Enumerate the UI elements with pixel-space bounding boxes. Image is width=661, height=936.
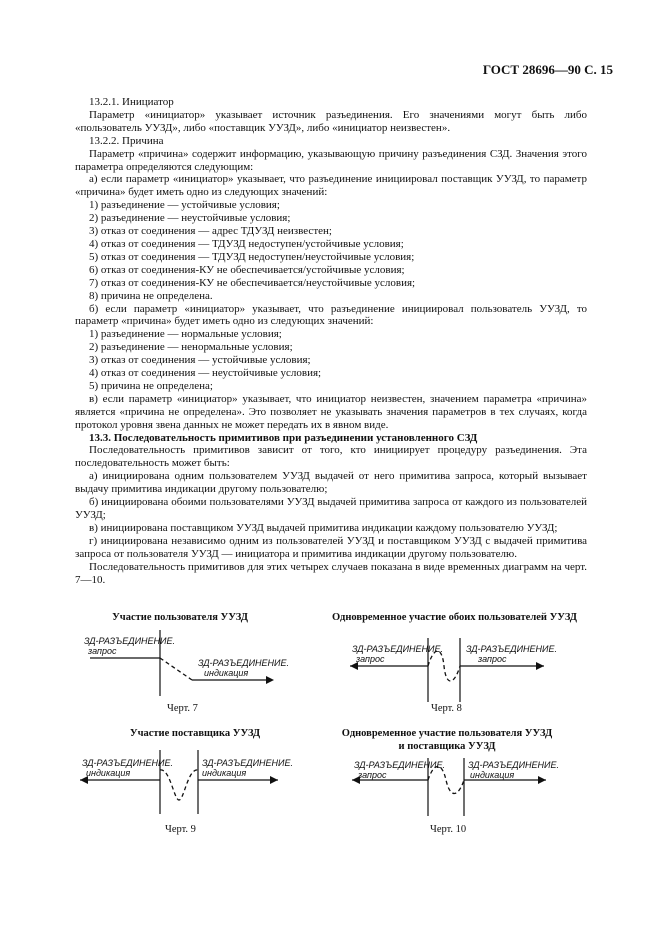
primitive-label: ЗД-РАЗЪЕДИНЕНИЕ. bbox=[202, 758, 293, 768]
subsection-heading: 13.2.2. Причина bbox=[89, 134, 164, 147]
primitive-label: ЗД-РАЗЪЕДИНЕНИЕ. bbox=[466, 644, 557, 654]
list-item: г) инициирована независимо одним из пользователей УУЗД и поставщиком УУЗД с выдачей примитива запроса от пользователя УУЗД — инициатора и примитива индикации другому пользователю. bbox=[75, 534, 587, 560]
timing-diagram-10 bbox=[350, 756, 570, 828]
section-heading: 13.3. Последовательность примитивов при разъединении установленного СЗД bbox=[89, 431, 478, 444]
primitive-type: запрос bbox=[358, 770, 387, 780]
diagram-caption-line: Одновременное участие пользователя УУЗД bbox=[341, 728, 553, 739]
list-item: 2) разъединение — неустойчивые условия; bbox=[89, 212, 291, 225]
primitive-type: индикация bbox=[202, 768, 247, 778]
timing-diagram-9 bbox=[78, 748, 298, 820]
figure-label: Черт. 7 bbox=[167, 703, 198, 714]
list-item: 6) отказ от соединения-КУ не обеспечивается/устойчивые условия; bbox=[89, 263, 405, 276]
diagram-caption bbox=[327, 727, 567, 753]
list-item: в) если параметр «инициатор» указывает, что инициатор неизвестен, значением параметра «причина» является «причина не определена». Это позволяет не указывать значения параметров в тех случаях, когда протокол уровня звена данных не может передать их в явном виде. bbox=[75, 392, 587, 431]
primitive-type: запрос bbox=[88, 646, 117, 656]
list-item: 3) отказ от соединения — устойчивые условия; bbox=[89, 354, 311, 367]
list-item: 4) отказ от соединения — ТДУЗД недоступен/устойчивые условия; bbox=[89, 237, 404, 250]
list-item: 1) разъединение — нормальные условия; bbox=[89, 328, 282, 341]
page-header: ГОСТ 28696—90 С. 15 bbox=[482, 62, 613, 77]
primitive-label: ЗД-РАЗЪЕДИНЕНИЕ. bbox=[84, 636, 175, 646]
primitive-label: ЗД-РАЗЪЕДИНЕНИЕ. bbox=[352, 644, 443, 654]
list-item: б) инициирована обоими пользователями УУЗД выдачей примитива запроса от каждого из пользователей УУЗД; bbox=[75, 496, 587, 521]
subsection-heading: 13.2.1. Инициатор bbox=[89, 96, 174, 108]
list-item: 2) разъединение — ненормальные условия; bbox=[89, 341, 293, 354]
primitive-label: ЗД-РАЗЪЕДИНЕНИЕ. bbox=[354, 760, 445, 770]
primitive-type: индикация bbox=[204, 668, 249, 678]
paragraph: Параметр «инициатор» указывает источник разъединения. Его значениями могут быть либо «пользователь УУЗД», либо «поставщик УУЗД», либо «инициатор неизвестен». bbox=[75, 108, 587, 134]
primitive-label: ЗД-РАЗЪЕДИНЕНИЕ. bbox=[468, 760, 559, 770]
paragraph: Последовательность примитивов для этих четырех случаев показана в виде временных диаграмм на черт. 7—10. bbox=[75, 560, 587, 586]
primitive-label: ЗД-РАЗЪЕДИНЕНИЕ. bbox=[198, 658, 289, 668]
paragraph: Последовательность примитивов зависит от того, кто инициирует процедуру разъединения. Эта последовательность может быть: bbox=[75, 444, 587, 470]
list-item: 1) разъединение — устойчивые условия; bbox=[89, 199, 280, 212]
list-item: а) инициирована одним пользователем УУЗД выдачей от него примитива запроса, который вызывает выдачу примитива индикации другому пользователю; bbox=[75, 470, 587, 496]
diagram-caption-line: и поставщика УУЗД bbox=[398, 741, 496, 752]
list-item: 5) причина не определена; bbox=[89, 379, 213, 392]
list-item: б) если параметр «инициатор» указывает, что разъединение инициировал пользователь УУЗД, то параметр «причина» будет иметь одно из следующих значений: bbox=[75, 302, 587, 328]
timing-diagram-8 bbox=[348, 636, 568, 708]
primitive-type: индикация bbox=[86, 768, 131, 778]
figure-label: Черт. 8 bbox=[431, 703, 462, 714]
list-item: 8) причина не определена. bbox=[89, 289, 213, 302]
primitive-type: индикация bbox=[470, 770, 515, 780]
diagram-caption: Участие поставщика УУЗД bbox=[129, 728, 261, 739]
body-text bbox=[75, 96, 587, 586]
diagram-caption: Одновременное участие обоих пользователей УУЗД bbox=[332, 612, 577, 623]
figure-label: Черт. 10 bbox=[430, 824, 467, 835]
figure-label: Черт. 9 bbox=[165, 824, 196, 835]
timing-diagram-7 bbox=[80, 628, 290, 700]
primitive-type: запрос bbox=[356, 654, 385, 664]
list-item: в) инициирована поставщиком УУЗД выдачей примитива индикации каждому пользователю УУЗД; bbox=[89, 521, 558, 534]
list-item: а) если параметр «инициатор» указывает, что разъединение инициировал поставщик УУЗД, то параметр «причина» будет иметь одно из следующих значений: bbox=[75, 173, 587, 199]
list-item: 3) отказ от соединения — адрес ТДУЗД неизвестен; bbox=[89, 225, 332, 238]
list-item: 4) отказ от соединения — неустойчивые условия; bbox=[89, 367, 322, 380]
list-item: 5) отказ от соединения — ТДУЗД недоступен/неустойчивые условия; bbox=[89, 250, 415, 263]
primitive-label: ЗД-РАЗЪЕДИНЕНИЕ. bbox=[82, 758, 173, 768]
primitive-type: запрос bbox=[478, 654, 507, 664]
paragraph: Параметр «причина» содержит информацию, указывающую причину разъединения СЗД. Значения этого параметра определяются следующим: bbox=[75, 147, 587, 173]
diagram-caption: Участие пользователя УУЗД bbox=[112, 612, 248, 623]
list-item: 7) отказ от соединения-КУ не обеспечивается/неустойчивые условия; bbox=[89, 276, 416, 289]
